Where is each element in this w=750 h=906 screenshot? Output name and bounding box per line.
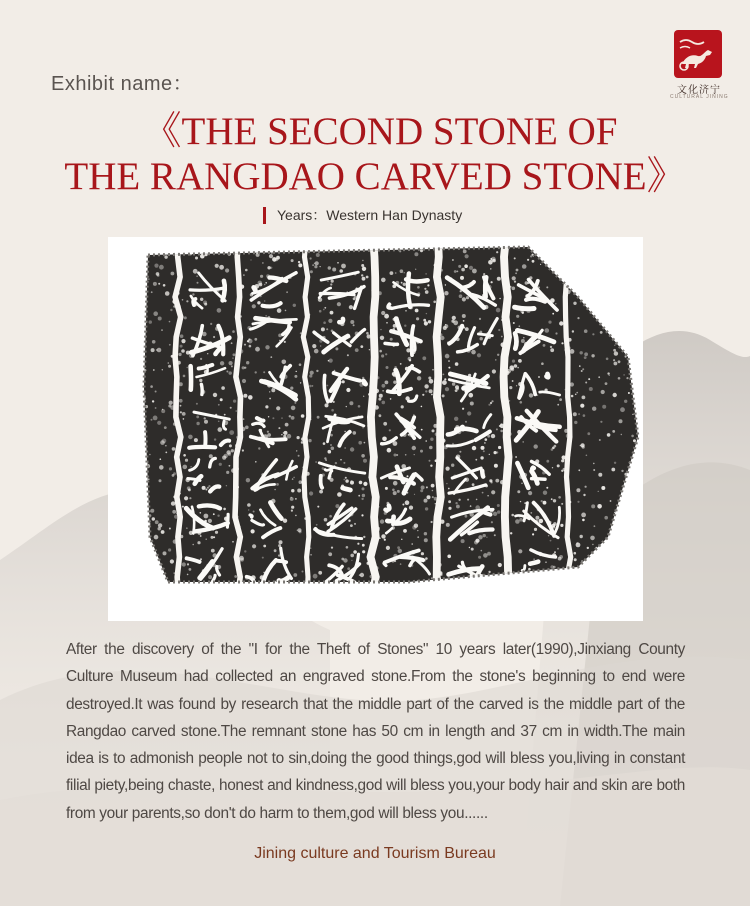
footer-credit: Jining culture and Tourism Bureau <box>254 845 496 862</box>
stone-rubbing-image <box>108 237 643 621</box>
years-text: Years：Western Han Dynasty <box>277 207 463 223</box>
horse-chariot-icon <box>680 40 712 70</box>
years-row <box>263 206 462 224</box>
exhibit-title-line-2: THE RANGDAO CARVED STONE》 <box>64 155 686 198</box>
logo-text: 文化济宁 <box>677 85 721 96</box>
exhibit-name-label: Exhibit name： <box>51 73 194 95</box>
rubbing-texture <box>108 237 643 621</box>
exhibit-description: After the discovery of the "I for the Theft of Stones" 10 years later(1990),Jinxiang County Culture Museum had collected an engraved stone.From the stone's beginning to end were destroyed.It was found by research that the middle part of the carved is the middle part of the Rangdao carved stone.The remnant stone has 50 cm in length and 37 cm in width.The main idea is to admonish people not to sin,doing the good things,god will bless you,living in constant filial piety,being chaste, honest and kindness,god will bless you,your body hair and skin are both from your parents,so don't do harm to them,god will bless you...... <box>66 641 685 822</box>
brand-logo <box>670 30 728 102</box>
exhibit-title-line-1: 《THE SECOND STONE OF <box>142 110 618 153</box>
accent-bar <box>263 207 266 224</box>
logo-subtext: CULTURAL JINING <box>670 94 729 100</box>
seal-icon <box>674 30 722 78</box>
